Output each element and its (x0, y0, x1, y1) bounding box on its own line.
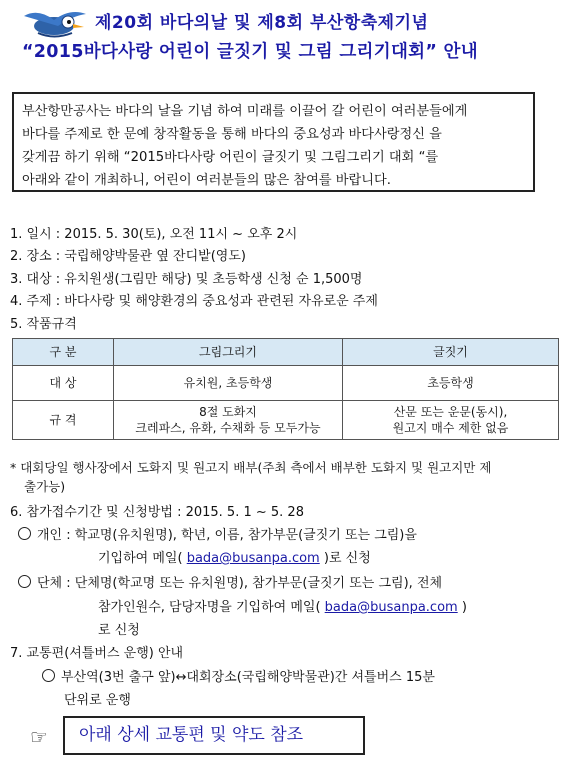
apply-group-text: 단체 : 단체명(학교명 또는 유치원명), 참가부문(글짓기 또는 그림), 전체 (37, 576, 443, 591)
email-link[interactable]: bada@busanpa.com (186, 551, 320, 566)
circle-bullet-icon (18, 527, 31, 540)
header-title-line1: 제20회 바다의날 및 제8회 부산항축제기념 (95, 13, 429, 33)
table-header-cell: 그림그리기 (114, 339, 343, 366)
pointing-hand-icon: ☞ (30, 725, 48, 749)
table-header-cell: 구 분 (13, 339, 114, 366)
email-link[interactable]: bada@busanpa.com (324, 600, 458, 615)
apply-group-cont (98, 596, 467, 615)
table-cell-line: 산문 또는 운문(동시), (393, 405, 508, 419)
table-header-cell: 글짓기 (343, 339, 559, 366)
table-cell: 유치원, 초등학생 (114, 366, 343, 401)
intro-line: 갖게끔 하기 위해 “2015바다사랑 어린이 글짓기 및 그림그리기 대회 “를 (22, 150, 439, 165)
note-line: 출가능) (24, 479, 66, 494)
table-row (13, 366, 559, 401)
footer-reference-box: 아래 상세 교통편 및 약도 참조 (63, 716, 365, 755)
item-place: 2. 장소 : 국립해양박물관 옆 잔디밭(영도) (10, 249, 246, 264)
apply-title: 6. 참가접수기간 및 신청방법 : 2015. 5. 1 ~ 5. 28 (10, 505, 304, 520)
item-date: 1. 일시 : 2015. 5. 30(토), 오전 11시 ~ 오후 2시 (10, 227, 298, 242)
text-fragment: 참가인원수, 담당자명을 기입하여 메일( (98, 600, 321, 615)
table-cell: 대 상 (13, 366, 114, 401)
transport-line-cont: 단위로 운행 (64, 693, 131, 708)
table-cell: 규 격 (13, 401, 114, 440)
text-fragment: ) (461, 600, 467, 615)
intro-line: 부산항만공사는 바다의 날을 기념 하여 미래를 이끌어 갈 어린이 여러분들에게 (22, 104, 468, 119)
table-header-row (13, 339, 559, 366)
table-cell (114, 401, 343, 440)
table-cell (343, 401, 559, 440)
intro-line: 아래와 같이 개최하니, 어린이 여러분들의 많은 참여를 바랍니다. (22, 173, 391, 188)
circle-bullet-icon (18, 575, 31, 588)
intro-box (12, 92, 535, 192)
text-fragment: 기입하여 메일( (98, 551, 183, 566)
item-spec-title: 5. 작품규격 (10, 317, 77, 332)
intro-line: 바다를 주제로 한 문예 창작활동을 통해 바다의 중요성과 바다사랑정신 을 (22, 127, 442, 142)
item-theme: 4. 주제 : 바다사랑 및 해양환경의 중요성과 관련된 자유로운 주제 (10, 294, 378, 309)
transport-title: 7. 교통편(셔틀버스 운행) 안내 (10, 646, 184, 661)
apply-group-end: 로 신청 (98, 623, 140, 638)
table-cell-line: 원고지 매수 제한 없음 (392, 421, 509, 435)
note-line: * 대회당일 행사장에서 도화지 및 원고지 배부(주최 측에서 배부한 도화지 및 원고지만 제 (10, 460, 492, 475)
table-cell-line: 8절 도화지 (199, 405, 257, 419)
table-cell: 초등학생 (343, 366, 559, 401)
apply-group (18, 572, 442, 591)
spec-table (12, 338, 559, 440)
table-cell-line: 크레파스, 유화, 수채화 등 모두가능 (135, 421, 321, 435)
circle-bullet-icon (42, 669, 55, 682)
apply-individual-text: 개인 : 학교명(유치원명), 학년, 이름, 참가부문(글짓기 또는 그림)을 (37, 528, 417, 543)
festival-logo (18, 2, 90, 42)
apply-individual-cont (98, 547, 371, 566)
item-target: 3. 대상 : 유치원생(그림만 해당) 및 초등학생 신청 순 1,500명 (10, 272, 363, 287)
table-row (13, 401, 559, 440)
transport-line (42, 666, 435, 685)
header-title-line2: “2015바다사랑 어린이 글짓기 및 그림 그리기대회” 안내 (22, 42, 478, 62)
transport-text: 부산역(3번 출구 앞)↔대회장소(국립해양박물관)간 셔틀버스 15분 (61, 670, 435, 685)
text-fragment: )로 신청 (323, 551, 371, 566)
apply-individual (18, 524, 417, 543)
